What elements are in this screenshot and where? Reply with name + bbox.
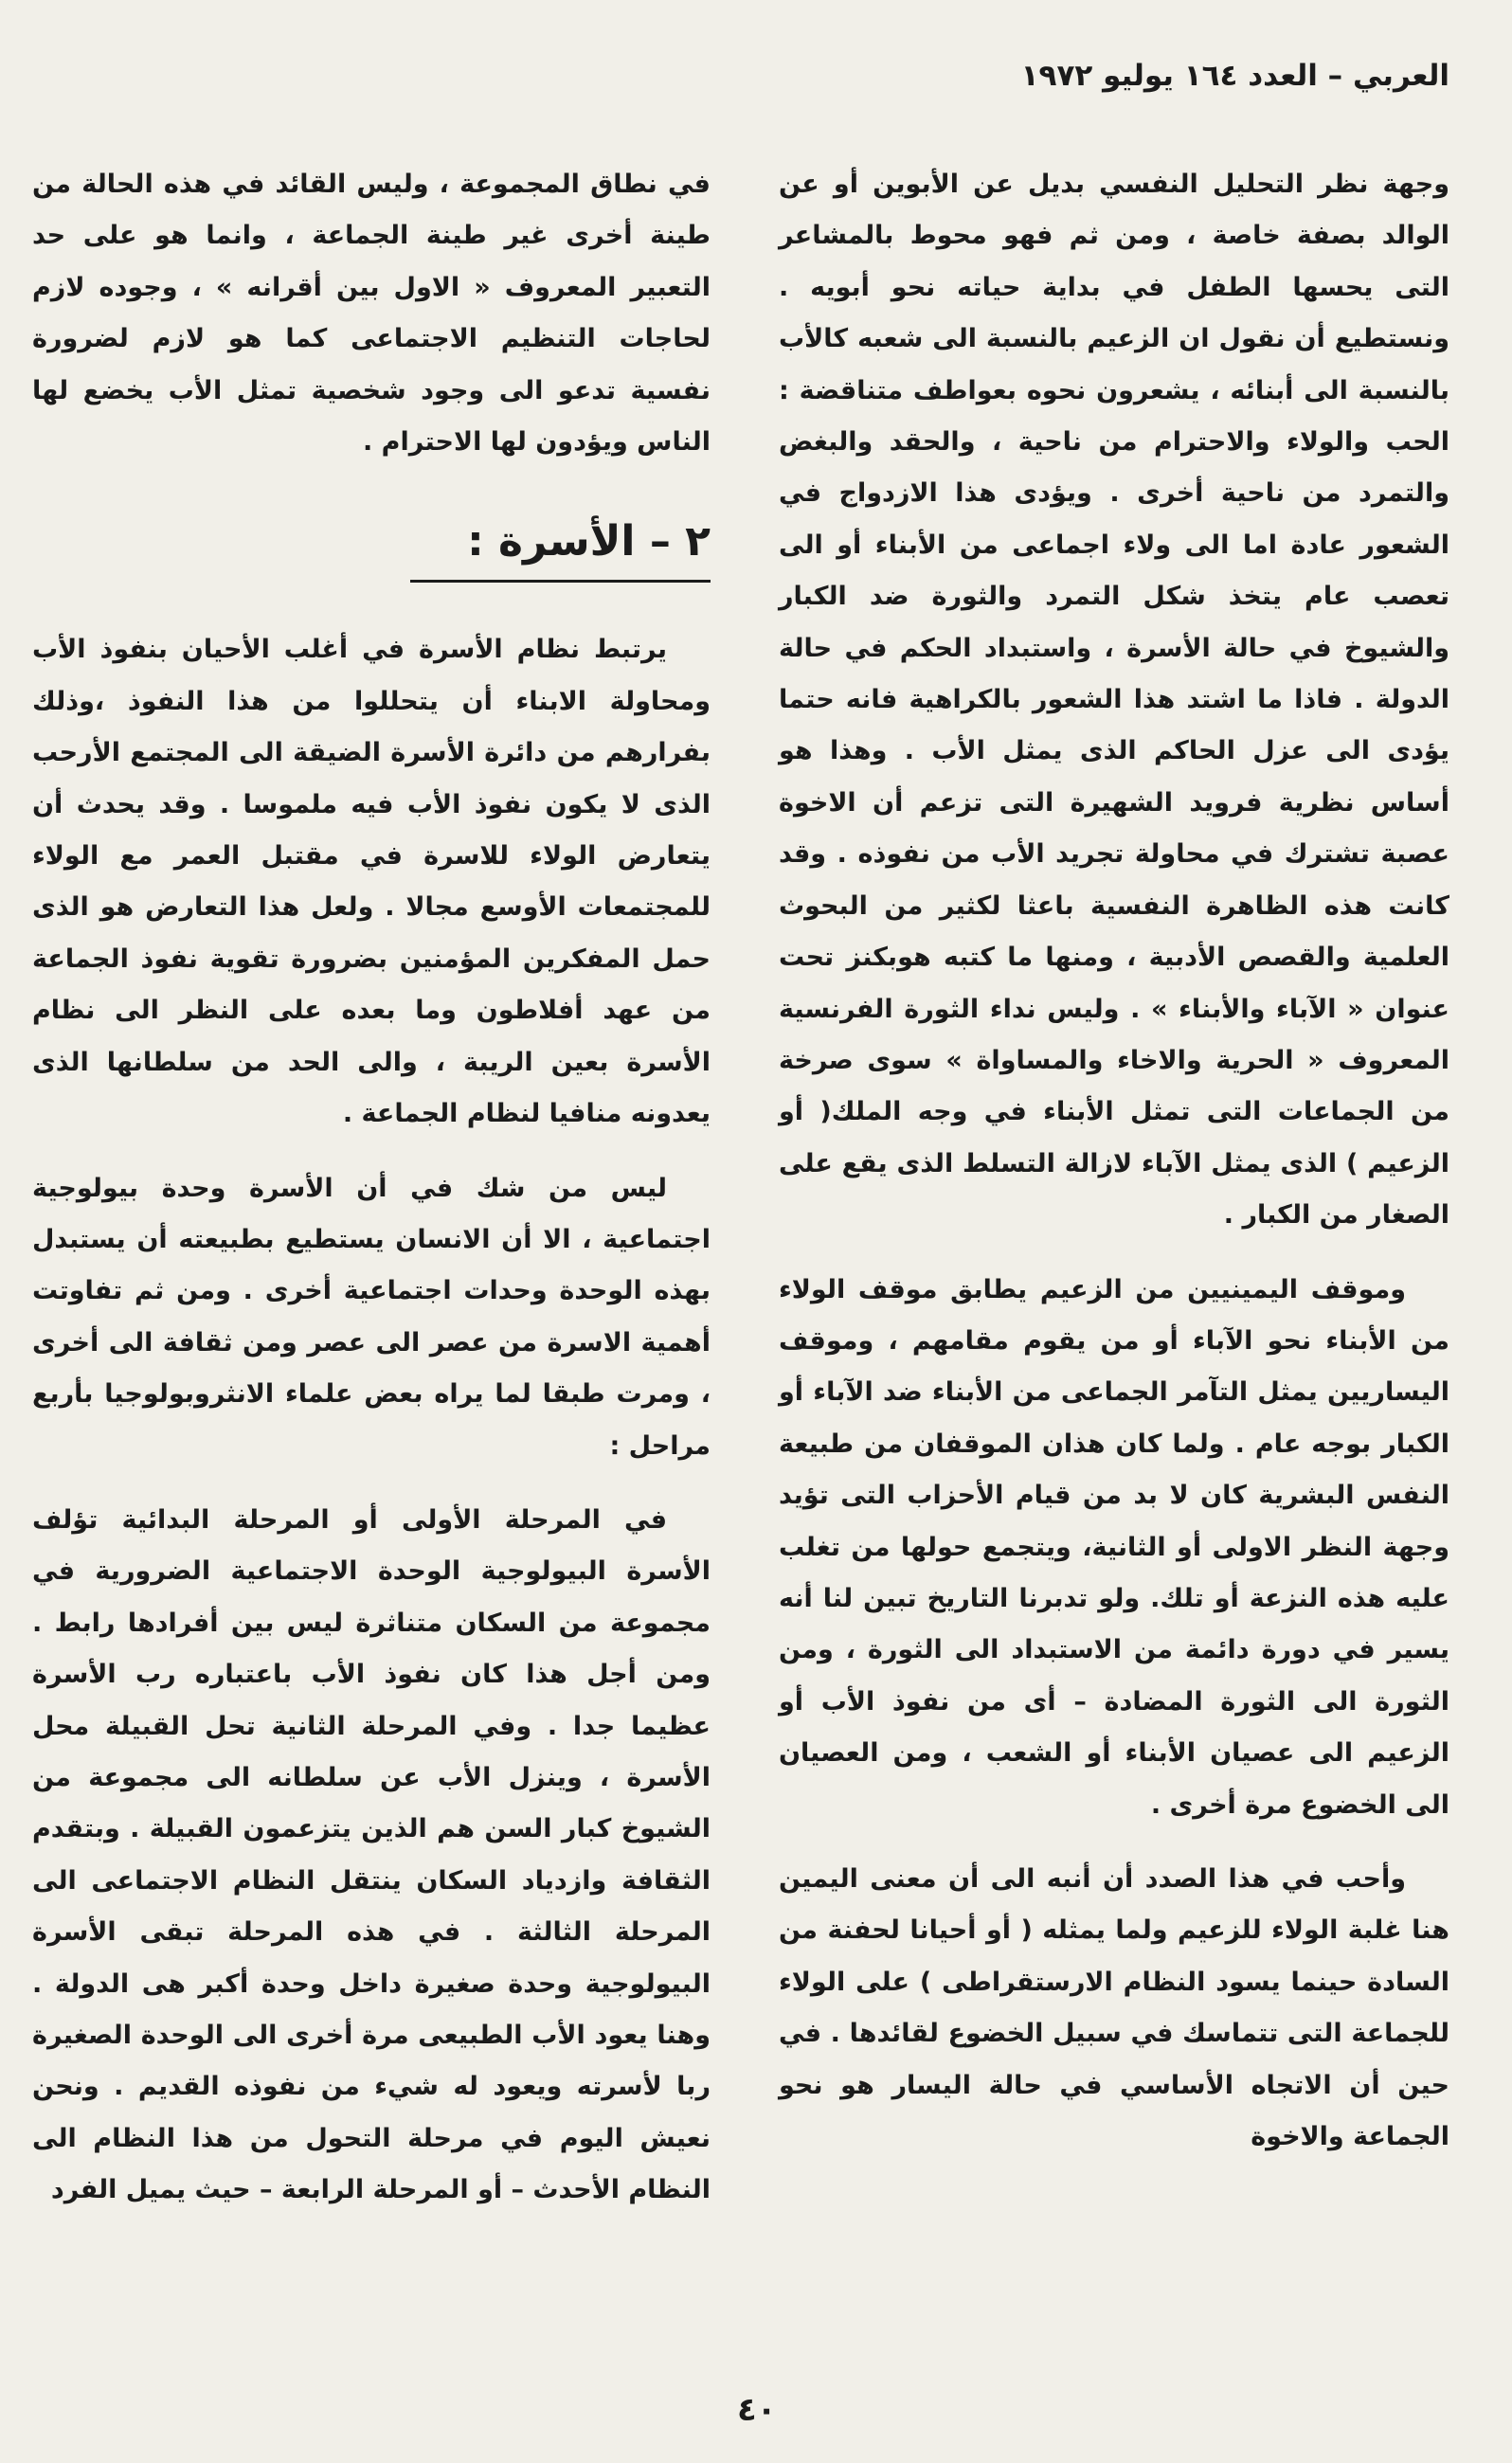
running-header: العربي – العدد ١٦٤ يوليو ١٩٧٢ — [1020, 59, 1449, 93]
right-column — [779, 159, 1449, 2163]
body-paragraph: وأحب في هذا الصدد أن أنبه الى أن معنى اليمين هنا غلبة الولاء للزعيم ولما يمثله ( أو أحيانا لحفنة من السادة حينما يسود النظام الارستقراطى ) على الولاء للجماعة التى تتماسك في سبيل الخضوع لقائدها . في حين أن الاتجاه الأساسي في حالة اليسار هو نحو الجماعة والاخوة — [779, 1864, 1449, 2152]
left-column — [32, 159, 711, 2217]
body-paragraph: يرتبط نظام الأسرة في أغلب الأحيان بنفوذ الأب ومحاولة الابناء أن يتحللوا من هذا النفوذ ،وذلك بفرارهم من دائرة الأسرة الضيقة الى المجتمع الأرحب الذى لا يكون نفوذ الأب فيه ملموسا . وقد يحدث أن يتعارض الولاء للاسرة في مقتبل العمر مع الولاء للمجتمعات الأوسع مجالا . ولعل هذا التعارض هو الذى حمل المفكرين المؤمنين بضرورة تقوية نفوذ الجماعة من عهد أفلاطون وما بعده على النظر الى نظام الأسرة بعين الريبة ، والى الحد من سلطانها الذى يعدونه منافيا لنظام الجماعة . — [32, 635, 711, 1129]
section-heading: ٢ – الأسرة : — [410, 513, 711, 583]
body-paragraph: ليس من شك في أن الأسرة وحدة بيولوجية اجتماعية ، الا أن الانسان يستطيع بطبيعته أن يستبدل بهذه الوحدة وحدات اجتماعية أخرى . ومن ثم تفاوتت أهمية الاسرة من عصر الى عصر ومن ثقافة الى أخرى ، ومرت طبقا لما يراه بعض علماء الانثروبولوجيا بأربع مراحل : — [32, 1173, 711, 1461]
page-number: ٤٠ — [737, 2391, 777, 2429]
body-paragraph: في نطاق المجموعة ، وليس القائد في هذه الحالة من طينة أخرى غير طينة الجماعة ، وانما هو على حد التعبير المعروف « الاول بين أقرانه » ، وجوده لازم لحاجات التنظيم الاجتماعى كما هو لازم لضرورة نفسية تدعو الى وجود شخصية تمثل الأب يخضع لها الناس ويؤدون لها الاحترام . — [32, 170, 711, 458]
body-paragraph: في المرحلة الأولى أو المرحلة البدائية تؤلف الأسرة البيولوجية الوحدة الاجتماعية الضرورية في مجموعة من السكان متناثرة ليس بين أفرادها رابط . ومن أجل هذا كان نفوذ الأب باعتباره رب الأسرة عظيما جدا . وفي المرحلة الثانية تحل القبيلة محل الأسرة ، وينزل الأب عن سلطانه الى مجموعة من الشيوخ كبار السن هم الذين يتزعمون القبيلة . وبتقدم الثقافة وازدياد السكان ينتقل النظام الاجتماعى الى المرحلة الثالثة . في هذه المرحلة تبقى الأسرة البيولوجية وحدة صغيرة داخل وحدة أكبر هى الدولة . وهنا يعود الأب الطبيعى مرة أخرى الى الوحدة الصغيرة ربا لأسرته ويعود له شيء من نفوذه القديم . ونحن نعيش اليوم في مرحلة التحول من هذا النظام الى النظام الأحدث – أو المرحلة الرابعة – حيث يميل الفرد — [32, 1504, 711, 2205]
body-paragraph: وجهة نظر التحليل النفسي بديل عن الأبوين أو عن الوالد بصفة خاصة ، ومن ثم فهو محوط بالمشاعر التى يحسها الطفل في بداية حياته نحو أبويه . ونستطيع أن نقول ان الزعيم بالنسبة الى شعبه كالأب بالنسبة الى أبنائه ، يشعرون نحوه بعواطف متناقضة : الحب والولاء والاحترام من ناحية ، والحقد والبغض والتمرد من ناحية أخرى . ويؤدى هذا الازدواج في الشعور عادة اما الى ولاء اجماعى من الأبناء أو الى تعصب عام يتخذ شكل التمرد والثورة ضد الكبار والشيوخ في حالة الأسرة ، واستبداد الحكم في حالة الدولة . فاذا ما اشتد هذا الشعور بالكراهية فانه حتما يؤدى الى عزل الحاكم الذى يمثل الأب . وهذا هو أساس نظرية فرويد الشهيرة التى تزعم أن الاخوة عصبة تشترك في محاولة تجريد الأب من نفوذه . وقد كانت هذه الظاهرة النفسية باعثا لكثير من البحوث العلمية والقصص الأدبية ، ومنها ما كتبه هوبكنز تحت عنوان « الآباء والأبناء » . وليس نداء الثورة الفرنسية المعروف « الحرية والاخاء والمساواة » سوى صرخة من الجماعات التى تمثل الأبناء في وجه الملك( أو الزعيم ) الذى يمثل الآباء لازالة التسلط الذى يقع على الصغار من الكبار . — [779, 170, 1449, 1231]
body-paragraph: وموقف اليمينيين من الزعيم يطابق موقف الولاء من الأبناء نحو الآباء أو من يقوم مقامهم ، وموقف اليساريين يمثل التآمر الجماعى من الأبناء ضد الآباء أو الكبار بوجه عام . ولما كان هذان الموقفان من طبيعة النفس البشرية كان لا بد من قيام الأحزاب التى تؤيد وجهة النظر الاولى أو الثانية، ويتجمع حولها من تغلب عليه هذه النزعة أو تلك. ولو تدبرنا التاريخ تبين لنا أنه يسير في دورة دائمة من الاستبداد الى الثورة ، ومن الثورة الى الثورة المضادة – أى من نفوذ الأب أو الزعيم الى عصيان الأبناء أو الشعب ، ومن العصيان الى الخضوع مرة أخرى . — [779, 1274, 1449, 1820]
